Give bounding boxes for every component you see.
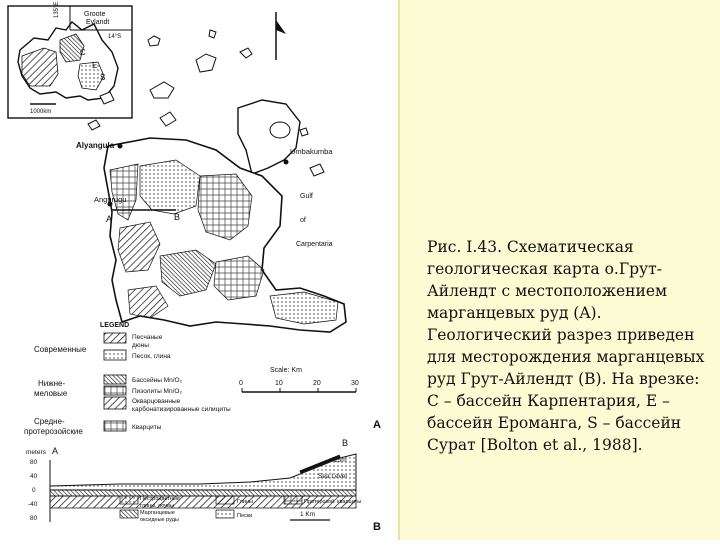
legend-age-proterozoic-2: протерозойские — [24, 427, 83, 436]
umbakumba-peninsula — [238, 100, 300, 174]
legend-item-dunes-2: дюны — [132, 342, 149, 349]
map-scale — [239, 367, 359, 392]
caption-line-3: Айлендт с местоположением — [427, 282, 668, 300]
basin-hatched — [22, 48, 58, 86]
legend-swatch-quartzite — [104, 421, 126, 431]
section-legend-4: Пески — [237, 513, 253, 519]
legend-item-sand-clay: Песок, глина — [132, 353, 171, 360]
legend-item-dunes-1: Песчаные — [132, 334, 163, 341]
panel-divider — [398, 0, 400, 540]
section-legend-1: Глины — [237, 499, 253, 505]
legend-swatch-sand-clay — [104, 350, 126, 360]
section-ore-layer — [50, 490, 356, 496]
section-y-80-bottom: 80 — [30, 515, 38, 522]
section-y-80-top: 80 — [30, 459, 38, 466]
legend-swatch-dunes — [104, 333, 126, 343]
inset-lon: 135°E — [54, 1, 60, 18]
legend-age-proterozoic — [24, 417, 83, 436]
caption-line-6: для месторождения марганцевых — [427, 348, 705, 366]
panel-label-a: A — [373, 419, 381, 431]
section-legend-0-2: глины, почвы — [140, 503, 174, 509]
caption-line-1: Рис. I.43. Схематическая — [427, 238, 634, 256]
section-y-40: 40 — [30, 473, 38, 480]
label-gulf: Gulf — [300, 193, 313, 200]
map-scale-10: 10 — [275, 380, 283, 387]
legend-swatch-silicified — [104, 397, 126, 409]
map-scale-20: 20 — [313, 380, 321, 387]
inset-c: C — [80, 48, 86, 57]
figure-caption — [427, 236, 709, 456]
panel-label-b: B — [373, 521, 381, 533]
section-y-neg40: -40 — [28, 501, 38, 508]
inset-groote: Groote — [84, 11, 106, 18]
section-upper-layer — [50, 454, 356, 490]
section-legend-3-1: Марганцевые — [140, 510, 175, 516]
legend-age-proterozoic-1: Средне- — [34, 417, 65, 426]
legend-swatch-pisolites — [104, 386, 126, 395]
section-legend-3-2: оксидные руды — [140, 517, 179, 523]
legend-swatch-mn-basins — [104, 375, 126, 384]
umbakumba-marker — [284, 160, 289, 165]
inset-lat: 14°S — [108, 34, 122, 40]
legend-item-mn-basins: Бассейны Mn/O₂ — [132, 377, 183, 384]
caption-line-7: руд Грут-Айлендт (B). На врезке: — [427, 370, 700, 388]
section-y-0: 0 — [32, 487, 36, 494]
section-label-b: B — [342, 438, 349, 448]
section-legend-swatch-1 — [216, 496, 234, 504]
label-point-b: B — [174, 212, 181, 222]
legend-age-cretaceous-1: Нижне- — [38, 379, 66, 388]
label-point-a: A — [106, 214, 113, 224]
legend-age-cretaceous — [34, 379, 68, 398]
section-legend-swatch-3 — [120, 510, 138, 518]
legend-item-pisolites: Пизолиты Mn/O₂ — [132, 388, 182, 395]
section-depth: 15m — [334, 457, 347, 464]
label-of: of — [300, 217, 306, 224]
caption-line-9: бассейн Ероманга, S – бассейн — [427, 414, 682, 432]
label-carpentaria: Carpentaria — [296, 241, 333, 248]
caption-line-2: геологическая карта о.Грут- — [427, 260, 662, 278]
inset-eylandt: Eylandt — [86, 19, 110, 26]
caption-line-5: Геологический разрез приведен — [427, 326, 695, 344]
caption-line-10: Сурат [Bolton et al., 1988]. — [427, 436, 643, 454]
caption-line-8: C – бассейн Карпентария, E – — [427, 392, 670, 410]
section-legend-swatch-0 — [120, 496, 138, 504]
label-alyangula: Alyangula — [76, 141, 115, 150]
caption-line-4: марганцевых руд (A). — [427, 304, 602, 322]
map-scale-0: 0 — [239, 380, 243, 387]
legend-title: LEGEND — [100, 322, 130, 329]
section-legend-swatch-4 — [216, 510, 234, 518]
section-label-a: A — [52, 446, 59, 456]
cross-section — [26, 438, 361, 523]
section-legend-2: Протерозой. кварциты — [304, 499, 362, 505]
label-angurugu: Angurugu — [94, 195, 127, 204]
section-sea-level: Sea Level — [318, 473, 347, 480]
section-unit: meters — [26, 449, 46, 456]
section-legend-swatch-2 — [284, 496, 302, 504]
section-legend-0-1: Пестроцветные — [140, 496, 180, 502]
umbakumba-lagoon — [270, 122, 290, 138]
inset-scale: 1000km — [30, 109, 52, 115]
legend-age-cretaceous-2: меловые — [34, 389, 68, 398]
section-scale: 1 Km — [300, 511, 316, 518]
legend-age-recent: Современные — [34, 345, 87, 354]
alyangula-marker — [118, 144, 123, 149]
legend-item-silicified-1: Окварцованные — [132, 398, 181, 405]
north-arrow-icon — [276, 12, 286, 60]
legend-item-silicified-2: карбонатизированные силициты — [132, 406, 231, 413]
label-umbakumba: Umbakumba — [290, 147, 333, 156]
legend-item-quartzite: Кварциты — [132, 424, 162, 431]
legend — [24, 322, 231, 436]
map-scale-30: 30 — [351, 380, 359, 387]
inset-s: S — [100, 73, 106, 82]
inset-e: E — [92, 61, 98, 70]
map-scale-label: Scale: Km — [270, 367, 302, 374]
